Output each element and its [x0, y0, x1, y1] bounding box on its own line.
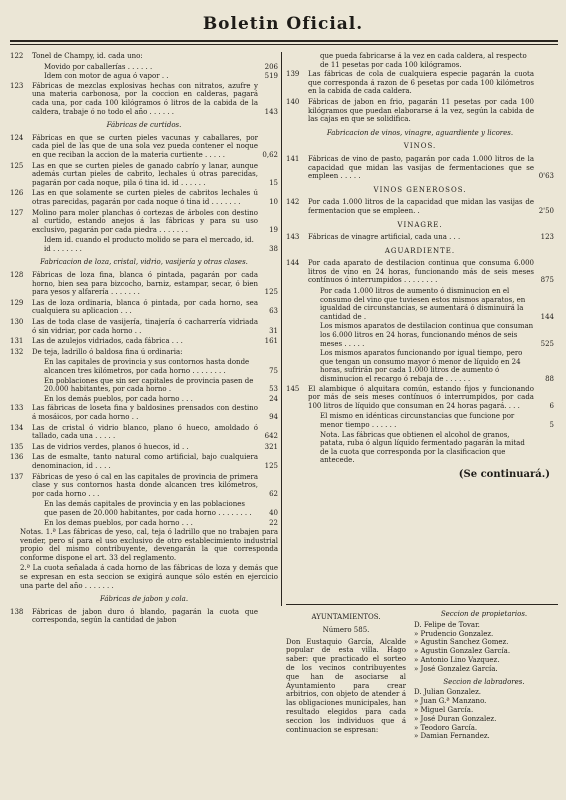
name-item: » Juan G.ª Manzano.: [414, 697, 487, 706]
name-item: » José Duran Gonzalez.: [414, 714, 497, 723]
entry-number: 131: [10, 337, 24, 346]
entry-amount: 6: [549, 401, 554, 410]
entry-text: Fábricas de loza fina, blanca ó pintada, pagarán por cada horno, bien sea para bizcocho, barniz, estampar, secar, ó bien para yesos y alfarería . . . . . . .: [32, 271, 258, 297]
subsection-heading: VINOS.: [403, 142, 437, 151]
entry-text: Fábricas de vino de pasto, pagarán por cada 1.000 litros de la capacidad que midan las vasijas de fermentaciones que se empleen . . . . .: [308, 154, 534, 181]
entry-number: 144: [286, 259, 300, 268]
right-column: [286, 52, 554, 480]
sub-entry: [286, 412, 554, 429]
tariff-entry: [286, 98, 554, 124]
entry-text: En los demás pueblos, por cada horno . . .: [44, 394, 193, 403]
sub-entry: [286, 349, 554, 383]
entry-amount: 94: [269, 412, 278, 421]
entry-amount: 75: [269, 367, 278, 375]
entry-text: En los demas pueblos, por cada horno . . .: [44, 518, 193, 527]
entry-number: 132: [10, 347, 24, 356]
tariff-entry: [10, 134, 278, 160]
sub-entry: [286, 287, 554, 321]
entry-number: 129: [10, 298, 24, 307]
tariff-entry: [10, 162, 278, 188]
labradores-list: [410, 688, 558, 741]
tariff-entry: [10, 608, 278, 625]
entry-amount: 31: [269, 326, 278, 335]
entry-amount: 206: [264, 62, 278, 71]
entry-number: 124: [10, 133, 24, 142]
entry-amount: 53: [269, 385, 278, 394]
entry-number: 142: [286, 198, 300, 207]
subsection-heading: VINOS GENEROSOS.: [373, 185, 467, 194]
subsection-heading: AGUARDIENTE.: [384, 246, 456, 255]
tariff-entry: [10, 299, 278, 316]
tariff-entry: [10, 209, 278, 235]
entry-text: En poblaciones que sin ser capitales de provincia pasen de 20.000 habitantes, por cada horno .: [44, 376, 254, 394]
entry-text: Las de toda clase de vasijería, tinajería ó cacharrería vidriada ó sin vidriar, por cada horno . .: [32, 318, 258, 335]
entry-amount: 143: [264, 107, 278, 116]
sub-entry: [10, 377, 278, 394]
entry-number: 133: [10, 404, 24, 413]
secciones-block: [410, 610, 558, 741]
entry-number: 136: [10, 453, 24, 462]
entry-text: Nota. Las fábricas que obtienen el alcohol de granos, patata, ruba ó algun líquido fermentado pagarán la mitad de la cuota que corresponda por la clasificacion que antecede.: [320, 430, 525, 465]
tariff-entry: [10, 337, 278, 346]
header-rule: [10, 40, 558, 42]
entry-amount: 125: [264, 288, 278, 297]
continuara-label: (Se continuará.): [458, 468, 550, 480]
tariff-entry: [10, 453, 278, 470]
entry-number: 145: [286, 384, 300, 393]
entry-text: Fábricas de jabon en frio, pagarán 11 pesetas por cada 100 kilógramos que puedan elaborarse á la vez, según la cabida de las cajas en que se solidifica.: [308, 97, 534, 124]
entry-number: 127: [10, 208, 24, 217]
entry-number: 141: [286, 154, 300, 163]
section-heading: Fabricacion de vinos, vinagre, aguardiente y licores.: [326, 128, 514, 137]
entry-text: Fábricas de yeso ó cal en las capitales de provincia de primera clase y sus contornos hasta donde alcancen tres kilómetros, por cada horno . . .: [32, 472, 258, 498]
entry-text: Fábricas de mezclas explosivas hechas con nitratos, azufre y una materia carbonosa, por la coccion en calderas, pagará cada una, por cada 100 kilógramos ó litros de la cabida de la caldera, trabaje ó no todo el año . . . . . .: [32, 81, 258, 116]
entry-text: Las de loza ordinaria, blanca ó pintada, por cada horno, sea cualquiera su aplicacion . . .: [32, 298, 258, 316]
entry-number: 138: [10, 607, 24, 616]
entry-text: Los mismos aparatos funcionando por igual tiempo, pero que tengan un consumo mayor ó menor de líquido en 24 horas, sufrirán por cada 1.000 litros de aumento ó disminucion el recargo ó rebaja de . . . . . .: [320, 349, 523, 383]
entry-number: 122: [10, 52, 24, 60]
entry-text: Las fábricas de cola de cualquiera especie pagarán la cuota que corresponda á razon de 6 pesetas por cada 100 kilómetros en la cabida de cada caldera.: [308, 70, 534, 96]
column-divider: [281, 52, 282, 606]
section-heading: Fábricas de jabon y cola.: [99, 595, 189, 604]
entry-amount: 88: [545, 375, 554, 383]
entry-number: 126: [10, 189, 24, 198]
tariff-entry: [286, 198, 554, 215]
tariff-entry: [286, 259, 554, 285]
sub-entry: [10, 519, 278, 528]
entry-amount: 161: [264, 337, 278, 346]
masthead-title: Boletin Oficial.: [202, 14, 364, 34]
entry-amount: 2'50: [538, 206, 554, 215]
entry-text: que pueda fabricarse á la vez en cada caldera, al respecto de 11 pesetas por cada 100 kilógramos.: [320, 52, 527, 69]
section-heading: Fabricacion de loza, cristal, vidrio, vasijería y otras clases.: [40, 258, 248, 267]
entry-text: Las fábricas de loseta fina y baldosines prensados con destino á mosáicos, por cada horno . .: [32, 404, 258, 421]
entry-amount: 144: [540, 312, 554, 321]
name-item: D. Felipe de Tovar.: [414, 620, 480, 629]
entry-text: Tonel de Champy, id. cada uno:: [32, 52, 143, 60]
entry-text: Por cada aparato de destilacion continua que consuma 6.000 litros de vino en 24 horas, funcionando más de seis meses contínuos ó interrumpidos . . . . . . . .: [308, 259, 534, 285]
tariff-entry: [286, 155, 554, 181]
entry-amount: 15: [269, 178, 278, 187]
entry-amount: 875: [540, 276, 554, 285]
tariff-entry: [10, 424, 278, 441]
entry-number: 135: [10, 442, 24, 451]
sub-entry: [286, 431, 554, 465]
entry-amount: 22: [269, 518, 278, 527]
tariff-entry: [10, 348, 278, 357]
entry-text: Las en que se curten pieles de ganado cabrío y lanar, aunque además curtan pieles de cabrito, lechales ú otras parecidas, pagarán por cada noque, pila ó tina id. id . . . . . .: [32, 161, 258, 187]
name-item: D. Julian Gonzalez.: [414, 688, 481, 697]
name-item: » Damian Fernandez.: [414, 732, 490, 741]
tariff-entry: [286, 233, 554, 242]
entry-text: Las de cristal ó vidrio blanco, plano ó hueco, amoldado ó tallado, cada una . . . . .: [32, 423, 258, 441]
name-item: » Agustin Gonzalez García.: [414, 647, 511, 656]
entry-amount: 38: [269, 244, 278, 253]
entry-amount: 519: [264, 72, 278, 81]
entry-amount: 63: [269, 307, 278, 316]
subsection-heading: VINAGRE.: [397, 220, 443, 229]
entry-text: Las de esmalte, tanto natural como artificial, bajo cualquiera denominacion, id . . . .: [32, 453, 258, 470]
entry-text: Fábricas de jabon duro ó blando, pagarán la cuota que corresponda, según la cantidad de jabon: [32, 607, 258, 625]
name-item: » José Gonzalez García.: [414, 664, 498, 673]
entry-text: Por cada 1.000 litros de la capacidad que midan las vasijas de fermentacion que se empleen. .: [308, 198, 534, 215]
entry-text: Por cada 1.000 litros de aumento ó disminucion en el consumo del vino que tuviesen estos mismos aparatos, en igualdad de circunstancias, se aumentará ó disminuirá la cantidad de .: [320, 287, 526, 321]
sub-entry: [286, 52, 554, 69]
entry-amount: 19: [269, 225, 278, 234]
sub-entry: [10, 72, 278, 81]
sub-entry: [286, 322, 554, 348]
entry-number: 125: [10, 161, 24, 170]
section-rule: [286, 604, 558, 605]
entry-amount: 525: [540, 339, 554, 348]
tariff-entry: [10, 52, 278, 61]
tariff-entry: [286, 385, 554, 411]
entry-number: 137: [10, 472, 24, 481]
entry-text: En las demás capitales de provincia y en las poblaciones que pasen de 20.000 habitantes, por cada horno . . . . . . . .: [44, 500, 252, 517]
name-item: » Teodoro García.: [414, 723, 478, 732]
entry-amount: 0,62: [262, 150, 278, 159]
entry-number: 139: [286, 70, 300, 79]
entry-amount: 62: [269, 489, 278, 498]
entry-number: 143: [286, 233, 300, 242]
tariff-entry: [10, 189, 278, 206]
section-heading: Fábricas de curtidos.: [106, 121, 182, 130]
numero-label: Número 585.: [322, 625, 370, 634]
entry-text: De teja, ladrillo ó baldosa fina ú ordinaria:: [32, 347, 183, 356]
sub-entry: [10, 395, 278, 404]
name-item: » Antonio Lino Vazquez.: [414, 655, 500, 664]
entry-text: Idem con motor de agua ó vapor . .: [44, 72, 169, 81]
entry-amount: 40: [269, 508, 278, 517]
sub-entry: [10, 236, 278, 253]
entry-text: Idem id. cuando el producto molido se para el mercado, id. id . . . . . . .: [44, 236, 254, 253]
note-paragraph: Notas. 1.ª Las fábricas de yeso, cal, teja ó ladrillo que no trabajen para vender, pero sí para el uso exclusivo de otro establecimiento industrial propio del mismo contribuyente, devengarán la que corresponda conforme dispone el art. 33 del reglamento.: [20, 528, 278, 562]
tariff-entry: [10, 473, 278, 499]
tariff-entry: [10, 404, 278, 421]
tariff-entry: [10, 82, 278, 116]
propietarios-list: [410, 621, 558, 674]
ayuntamientos-title: AYUNTAMIENTOS.: [311, 613, 381, 621]
entry-number: 134: [10, 423, 24, 432]
entry-amount: 10: [269, 197, 278, 206]
entry-text: El alambique ó alquitara común, estando fijos y funcionando por más de seis meses contínuos ó interrumpidos, por cada 100 litros de líquido que consuman en 24 horas pagará. . . .: [308, 384, 534, 410]
tariff-entry: [10, 443, 278, 452]
entry-text: Fábricas en que se curten pieles vacunas y caballares, por cada piel de las que de una sola vez pueda contener el noque en que reciban la accion de la materia curtiente . . . . .: [32, 133, 258, 159]
header-rule-thin: [10, 44, 558, 45]
sub-entry: [10, 500, 278, 517]
entry-amount: 125: [264, 461, 278, 470]
entry-number: 123: [10, 81, 24, 90]
entry-text: Los mismos aparatos de destilacion continua que consuman los 6.000 litros en 24 horas, funcionando ménos de seis meses . . . . .: [320, 322, 534, 348]
entry-amount: 123: [540, 233, 554, 242]
entry-text: Molino para moler planchas ó cortezas de árboles con destino al curtido, estando anejos á las fábricas y para su uso exclusivo, pagarán por cada piedra . . . . . . .: [32, 208, 258, 234]
entry-text: En las capitales de provincia y sus contornos hasta donde alcancen tres kilómetros, por cada horno . . . . . . . .: [44, 358, 250, 375]
entry-amount: 24: [269, 394, 278, 403]
ayuntamientos-block: [286, 610, 406, 734]
tariff-entry: [10, 318, 278, 335]
entry-text: Fábricas de vinagre artificial, cada una . . .: [308, 233, 461, 242]
entry-amount: 0'63: [538, 172, 554, 181]
propietarios-title: Seccion de propietarios.: [440, 610, 528, 618]
sub-entry: [10, 63, 278, 72]
entry-text: Movido por caballerías . . . . . .: [44, 62, 153, 71]
entry-text: Las en que solamente se curten pieles de cabritos lechales ú otras parecidas, pagarán por cada noque ó tina id . . . . . . .: [32, 189, 258, 206]
entry-text: Las de vidrios verdes, planos ó huecos, id . .: [32, 442, 189, 451]
labradores-title: Seccion de labradores.: [443, 677, 525, 686]
entry-text: El mismo en idénticas circunstancias que funcione por menor tiempo . . . . . .: [320, 412, 515, 429]
name-item: » Agustin Sanchez Gomez.: [414, 638, 509, 647]
left-column: [10, 52, 278, 627]
tariff-entry: [10, 271, 278, 297]
entry-number: 130: [10, 318, 24, 327]
name-item: » Prudencio Gonzalez.: [414, 629, 494, 638]
tariff-entry: [286, 70, 554, 96]
sub-entry: [10, 358, 278, 375]
entry-amount: 321: [264, 442, 278, 451]
ayuntamientos-body: Don Eustaquio García, Alcalde popular de esta villa. Hago saber: que practicado el sorteo de los vecinos contribuyentes que han de asociarse al Ayuntamiento para crear arbitrios, con objeto de atender á las obligaciones municipales, han resultado elegidos para cada seccion los individuos que á continuacion se espresan:: [286, 637, 406, 734]
entry-text: Las de azulejos vidriados, cada fábrica . . .: [32, 337, 183, 346]
entry-amount: 642: [264, 432, 278, 441]
entry-amount: 5: [549, 420, 554, 429]
entry-number: 140: [286, 97, 300, 106]
note-paragraph: 2.ª La cuota señalada á cada horno de las fábricas de loza y demás que se expresan en esta seccion se exigirá aunque sólo estén en ejercicio una parte del año . . . . . . .: [20, 564, 278, 590]
name-item: » Miguel García.: [414, 705, 474, 714]
entry-number: 128: [10, 271, 24, 280]
